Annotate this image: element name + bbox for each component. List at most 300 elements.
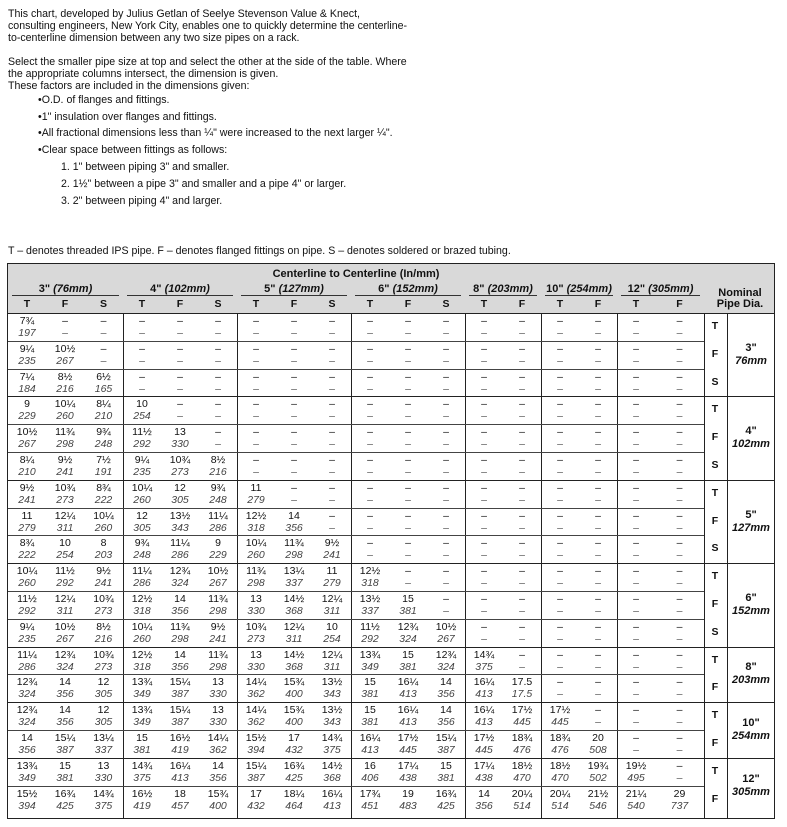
cell-inches: 20	[592, 732, 604, 744]
cell-inches: 13¾	[131, 704, 153, 717]
cell-inches: 10¼	[131, 481, 153, 494]
column-group-4	[465, 283, 541, 295]
cell-inches: –	[519, 398, 525, 411]
table-cell	[8, 398, 46, 422]
cell-mm: –	[481, 327, 487, 339]
table-cell	[351, 510, 389, 534]
table-cell	[199, 788, 237, 812]
cell-mm: 464	[285, 799, 303, 812]
row-divider	[8, 535, 704, 536]
cell-inches: –	[633, 481, 639, 494]
table-cell	[617, 649, 655, 673]
row-type-label: F	[711, 598, 719, 610]
nominal-size: 10"	[742, 717, 760, 729]
table-cell	[123, 676, 161, 700]
row-type-label: T	[711, 403, 719, 416]
table-cell	[46, 621, 84, 645]
cell-inches: 13	[97, 759, 110, 772]
table-cell	[351, 621, 389, 645]
cell-mm: –	[100, 327, 107, 339]
sub-column-label: S	[214, 298, 222, 310]
table-cell	[313, 565, 351, 589]
cell-inches: –	[595, 398, 601, 411]
cell-mm: –	[62, 327, 68, 339]
cell-inches: 15¾	[207, 787, 229, 800]
cell-inches: 20¼	[549, 787, 571, 800]
cell-inches: 12¼	[54, 593, 76, 605]
cell-mm: –	[676, 660, 683, 673]
cell-inches: 17	[250, 787, 262, 800]
cell-mm: 286	[209, 521, 227, 534]
cell-mm: –	[367, 466, 373, 478]
cell-mm: 445	[551, 716, 569, 729]
cell-mm: –	[481, 632, 487, 645]
sub-column-label: T	[252, 298, 260, 310]
cell-mm: –	[595, 466, 601, 478]
cell-mm: 540	[627, 799, 645, 812]
cell-mm: 337	[285, 577, 303, 590]
cell-mm: –	[253, 410, 259, 423]
cell-mm: 267	[56, 354, 74, 367]
cell-inches: –	[405, 398, 411, 411]
table-cell	[123, 371, 161, 395]
cell-inches: 12¾	[169, 565, 191, 578]
table-cell	[617, 371, 655, 395]
table-cell	[655, 454, 704, 478]
cell-mm: 495	[627, 771, 645, 784]
table-cell	[427, 676, 465, 700]
group-size: 5"	[264, 283, 279, 295]
cell-inches: 8¾	[19, 537, 35, 550]
table-cell	[313, 537, 351, 561]
cell-inches: 19¾	[587, 759, 609, 772]
cell-inches: –	[519, 537, 525, 550]
table-cell	[199, 343, 237, 367]
cell-inches: 12½	[359, 565, 381, 578]
cell-inches: –	[329, 454, 335, 466]
cell-inches: –	[291, 398, 297, 411]
cell-inches: –	[253, 315, 259, 327]
cell-inches: 10¼	[93, 509, 114, 522]
cell-inches: 15½	[16, 787, 38, 800]
nominal-pipe-dia-header: Nominal Pipe Dia.	[716, 287, 764, 310]
cell-inches: 15¼	[435, 732, 457, 744]
cell-mm: 413	[475, 716, 493, 729]
cell-inches: –	[676, 509, 683, 522]
cell-inches: –	[633, 426, 639, 439]
cell-inches: –	[405, 537, 411, 550]
table-cell	[579, 676, 617, 700]
cell-mm: –	[595, 605, 601, 617]
table-cell	[161, 565, 199, 589]
table-header	[8, 264, 774, 314]
table-cell	[655, 482, 704, 506]
table-cell	[161, 482, 199, 506]
nominal-size: 12"	[742, 772, 760, 785]
cell-inches: 16¼	[359, 732, 381, 744]
cell-mm: –	[557, 521, 563, 534]
table-cell	[313, 482, 351, 506]
cell-mm: 254	[56, 549, 74, 562]
nominal-metric: 127mm	[732, 521, 770, 534]
column-group-1	[123, 283, 237, 295]
cell-mm: 356	[56, 688, 74, 701]
table-cell	[8, 510, 46, 534]
table-cell	[655, 760, 704, 784]
cell-inches: 13½	[169, 509, 191, 522]
cell-inches: –	[676, 676, 683, 689]
table-cell	[389, 371, 427, 395]
cell-mm: 318	[133, 660, 151, 673]
cell-inches: –	[291, 315, 297, 327]
cell-mm: 254	[323, 632, 341, 645]
table-cell	[161, 315, 199, 339]
cell-mm: 260	[133, 632, 151, 645]
table-cell	[237, 788, 275, 812]
sub-column-label: T	[480, 298, 488, 310]
cell-mm: 356	[285, 521, 303, 534]
cell-mm: –	[291, 382, 297, 395]
cell-inches: 20¼	[511, 787, 533, 800]
cell-mm: 241	[323, 549, 341, 562]
table-cell	[237, 760, 275, 784]
cell-inches: 9¾	[210, 481, 226, 494]
cell-inches: 9¼	[19, 620, 35, 633]
table-cell	[617, 593, 655, 617]
cell-mm: 400	[285, 688, 303, 701]
cell-mm: 324	[18, 716, 36, 729]
cell-inches: 11½	[17, 593, 37, 605]
table-cell	[579, 343, 617, 367]
cell-mm: –	[676, 688, 683, 701]
table-cell	[84, 732, 123, 756]
table-cell	[541, 343, 579, 367]
cell-mm: 387	[56, 744, 74, 756]
cell-mm: –	[405, 410, 411, 423]
table-cell	[465, 371, 503, 395]
cell-inches: 11	[250, 481, 262, 494]
table-cell	[617, 704, 655, 728]
cell-mm: –	[519, 549, 525, 562]
table-cell	[617, 315, 655, 339]
table-cell	[123, 510, 161, 534]
table-cell	[123, 343, 161, 367]
cell-mm: 356	[18, 744, 36, 756]
table-cell	[275, 760, 313, 784]
cell-inches: –	[405, 454, 411, 466]
cell-inches: 6½	[96, 370, 111, 383]
cell-mm: –	[215, 410, 221, 423]
cell-inches: 14¾	[93, 787, 114, 800]
cell-mm: 425	[437, 799, 455, 812]
cell-inches: –	[481, 315, 487, 327]
table-cell	[503, 565, 541, 589]
table-cell	[503, 537, 541, 561]
cell-inches: –	[405, 509, 411, 522]
table-cell	[275, 593, 313, 617]
cell-mm: 305	[133, 521, 151, 534]
row-type-label: F	[711, 347, 719, 360]
cell-mm: –	[481, 549, 487, 562]
row-type-label: F	[711, 792, 719, 805]
clearance-list	[61, 159, 408, 210]
cell-mm: 394	[247, 744, 265, 756]
table-cell	[465, 704, 503, 728]
cell-mm: –	[367, 354, 373, 367]
cell-inches: 12	[136, 509, 148, 522]
table-cell	[237, 704, 275, 728]
cell-inches: –	[253, 370, 259, 383]
cell-inches: –	[481, 398, 487, 411]
table-cell	[655, 565, 704, 589]
cell-mm: 438	[399, 771, 417, 784]
cell-inches: 12¾	[54, 648, 76, 661]
cell-mm: 273	[94, 660, 113, 673]
cell-mm: 381	[133, 744, 151, 756]
cell-inches: –	[481, 537, 487, 550]
nominal-size: 3"	[745, 341, 757, 354]
cell-inches: –	[557, 370, 563, 383]
table-cell	[579, 732, 617, 756]
table-cell	[199, 676, 237, 700]
cell-inches: –	[633, 648, 639, 661]
cell-inches: 18¾	[511, 732, 533, 744]
cell-inches: –	[633, 704, 639, 717]
table-cell	[351, 343, 389, 367]
cell-mm: 343	[323, 716, 341, 729]
table-cell	[313, 315, 351, 339]
cell-inches: –	[481, 342, 487, 355]
group-underline	[469, 295, 537, 296]
cell-mm: –	[405, 438, 411, 451]
cell-inches: 13	[174, 426, 186, 439]
table-cell	[465, 343, 503, 367]
row-type-label: T	[711, 653, 719, 666]
table-cell	[389, 565, 427, 589]
cell-mm: 235	[133, 466, 151, 478]
table-cell	[123, 760, 161, 784]
cell-mm: –	[139, 382, 145, 395]
sub-column-label: T	[23, 298, 31, 310]
table-cell	[275, 621, 313, 645]
cell-mm: –	[215, 438, 221, 451]
cell-mm: 248	[209, 493, 227, 506]
table-cell	[465, 621, 503, 645]
table-cell	[579, 760, 617, 784]
group-underline	[355, 295, 461, 296]
row-type-label: S	[711, 375, 719, 388]
cell-inches: –	[215, 315, 221, 327]
cell-inches: –	[676, 593, 683, 605]
table-cell	[237, 343, 275, 367]
cell-inches: 13¾	[131, 676, 153, 689]
table-cell	[8, 426, 46, 450]
table-cell	[237, 537, 275, 561]
cell-inches: 15¾	[283, 704, 305, 717]
table-cell	[8, 704, 46, 728]
cell-mm: 381	[361, 716, 379, 729]
cell-mm: –	[291, 466, 297, 478]
table-cell	[579, 537, 617, 561]
cell-mm: –	[676, 577, 683, 590]
cell-mm: 273	[247, 632, 265, 645]
cell-mm: 298	[209, 605, 227, 617]
cell-mm: 260	[18, 577, 36, 590]
cell-inches: 14½	[283, 648, 305, 661]
cell-mm: –	[367, 327, 373, 339]
table-cell	[617, 760, 655, 784]
cell-mm: –	[633, 605, 639, 617]
cell-mm: 400	[285, 716, 303, 729]
cell-inches: –	[676, 481, 683, 494]
nominal-size-label	[728, 773, 774, 799]
cell-mm: –	[253, 327, 259, 339]
cell-mm: 311	[285, 632, 303, 645]
cell-inches: 16½	[169, 732, 191, 744]
table-cell	[8, 343, 46, 367]
sub-column-label: T	[366, 298, 374, 310]
row-type-label: F	[711, 514, 719, 527]
cell-inches: –	[676, 537, 683, 550]
cell-mm: 362	[247, 716, 265, 729]
table-cell	[8, 676, 46, 700]
cell-inches: –	[595, 676, 601, 689]
table-cell	[389, 621, 427, 645]
cell-mm: –	[215, 382, 221, 395]
table-cell	[46, 565, 84, 589]
table-cell	[541, 371, 579, 395]
cell-mm: 375	[323, 744, 341, 756]
cell-mm: 387	[171, 716, 189, 729]
intro-text	[8, 8, 408, 210]
table-cell	[84, 426, 123, 450]
cell-inches: –	[367, 537, 373, 550]
column-group-0	[8, 283, 123, 295]
cell-mm: –	[215, 327, 221, 339]
cell-mm: 451	[361, 799, 379, 812]
cell-inches: 17½	[511, 704, 533, 717]
cell-mm: –	[595, 354, 601, 367]
cell-inches: 17	[288, 732, 300, 744]
cell-mm: –	[481, 466, 487, 478]
sub-column-label: F	[176, 298, 184, 310]
group-metric: (152mm)	[392, 283, 438, 295]
cell-mm: –	[177, 410, 183, 423]
table-cell	[617, 732, 655, 756]
table-cell	[161, 510, 199, 534]
table-cell	[161, 788, 199, 812]
cell-inches: 14¼	[245, 704, 267, 717]
cell-mm: 394	[18, 799, 36, 812]
table-cell	[275, 426, 313, 450]
table-cell	[389, 537, 427, 561]
cell-mm: 349	[361, 660, 379, 673]
cell-mm: –	[519, 327, 525, 339]
column-group-3	[351, 283, 465, 295]
cell-mm: 318	[247, 521, 265, 534]
cell-inches: 10½	[16, 426, 38, 439]
cell-mm: 241	[18, 493, 36, 506]
cell-inches: 8½	[57, 370, 73, 383]
cell-mm: –	[557, 549, 563, 562]
cell-inches: –	[595, 370, 601, 383]
table-cell	[389, 454, 427, 478]
table-cell	[46, 371, 84, 395]
cell-inches: –	[481, 426, 487, 439]
cell-mm: 368	[285, 605, 303, 617]
cell-mm: –	[595, 521, 601, 534]
cell-inches: –	[519, 426, 525, 439]
cell-mm: –	[329, 382, 335, 395]
cell-mm: –	[595, 716, 601, 729]
table-cell	[8, 593, 46, 617]
table-cell	[389, 788, 427, 812]
table-cell	[579, 482, 617, 506]
cell-mm: 737	[670, 799, 689, 812]
cell-mm: –	[367, 493, 373, 506]
cell-inches: 14	[174, 593, 186, 605]
cell-inches: –	[519, 620, 525, 633]
cell-inches: –	[557, 537, 563, 550]
table-cell	[389, 510, 427, 534]
table-cell	[161, 537, 199, 561]
cell-mm: 483	[399, 799, 417, 812]
cell-mm: 324	[56, 660, 74, 673]
cell-mm: 260	[247, 549, 265, 562]
cell-mm: 203	[94, 549, 113, 562]
cell-inches: 10	[326, 620, 338, 633]
table-cell	[275, 565, 313, 589]
table-cell	[199, 760, 237, 784]
cell-inches: 9¼	[19, 342, 35, 355]
cell-mm: –	[676, 382, 683, 395]
cell-inches: 10¼	[54, 398, 76, 411]
cell-mm: 298	[56, 438, 74, 451]
row-type-label: F	[711, 737, 719, 749]
cell-inches: –	[519, 315, 525, 327]
table-cell	[46, 482, 84, 506]
cell-mm: 343	[171, 521, 189, 534]
table-cell	[503, 426, 541, 450]
cell-mm: 362	[247, 688, 265, 701]
table-cell	[503, 454, 541, 478]
cell-inches: 15	[402, 593, 414, 605]
cell-mm: 413	[171, 771, 189, 784]
cell-mm: 381	[361, 688, 379, 701]
cell-mm: 387	[437, 744, 455, 756]
cell-mm: –	[367, 438, 373, 451]
cell-inches: –	[367, 481, 373, 494]
table-cell	[427, 510, 465, 534]
table-cell	[351, 788, 389, 812]
cell-mm: –	[253, 466, 259, 478]
cell-mm: 210	[94, 410, 113, 423]
cell-inches: –	[519, 565, 525, 578]
cell-inches: –	[100, 315, 107, 327]
cell-mm: 286	[18, 660, 36, 673]
table-cell	[655, 343, 704, 367]
cell-mm: –	[676, 521, 683, 534]
table-cell	[351, 426, 389, 450]
factors-heading: These factors are included in the dimensions given:	[8, 80, 250, 93]
cell-mm: 368	[323, 771, 341, 784]
table-cell	[351, 732, 389, 756]
cell-inches: 10¼	[131, 620, 153, 633]
cell-mm: –	[595, 410, 601, 423]
cell-inches: –	[557, 565, 563, 578]
cell-mm: –	[367, 382, 373, 395]
cell-mm: –	[633, 632, 639, 645]
